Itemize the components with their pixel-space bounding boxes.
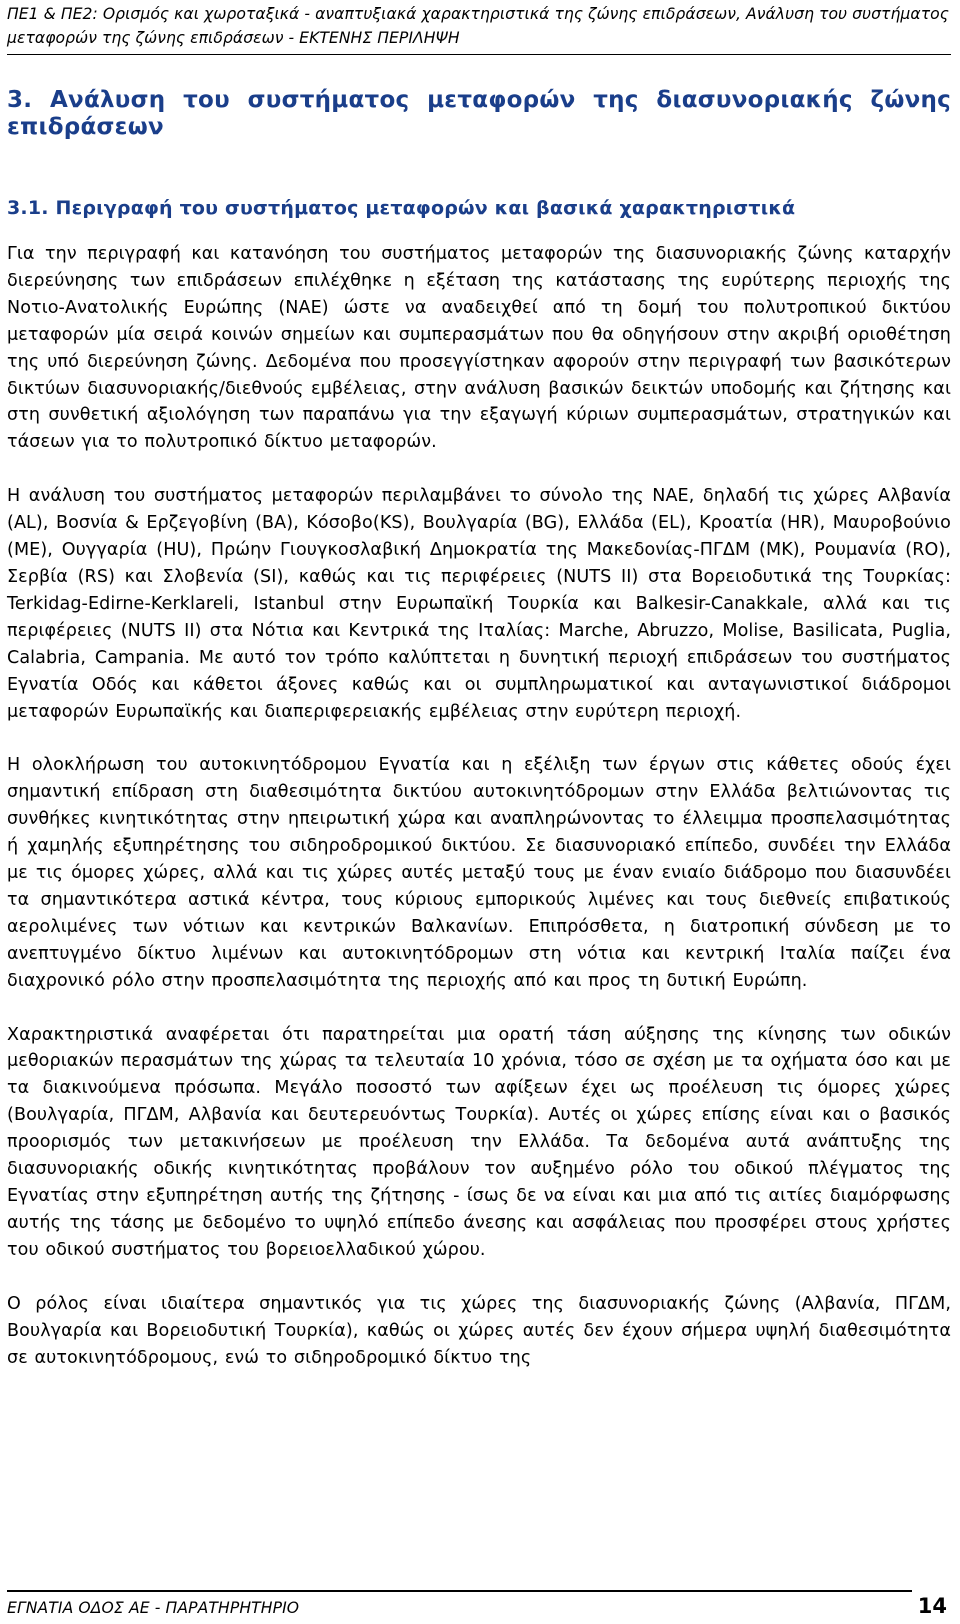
header-rule <box>7 54 951 55</box>
page-footer <box>7 1590 951 1618</box>
paragraph: Η ανάλυση του συστήματος μεταφορών περιλαμβάνει το σύνολο της ΝΑΕ, δηλαδή τις χώρες Αλβανία (AL), Βοσνία & Ερζεγοβίνη (BA), Κόσοβο(KS), Βουλγαρία (BG), Ελλάδα (EL), Κροατία (HR), Μαυροβούνιο (ME), Ουγγαρία (HU), Πρώην Γιουγκοσλαβική Δημοκρατία της Μακεδονίας-ΠΓΔΜ (MK), Ρουμανία (RO), Σερβία (RS) και Σλοβενία (SI), καθώς και τις περιφέρειες (NUTS II) στα Βορειοδυτικά της Τουρκίας: Terkidag-Edirne-Kerklareli, Istanbul στην Ευρωπαϊκή Τουρκία και Balkesir-Canakkale, αλλά και τις περιφέρειες (NUTS II) στα Νότια και Κεντρικά της Ιταλίας: Marche, Abruzzo, Molise, Basilicata, Puglia, Calabria, Campania. Με αυτό τον τρόπο καλύπτεται η δυνητική περιοχή επιδράσεων του συστήματος Εγνατία Οδός και κάθετοι άξονες καθώς και οι συμπληρωματικοί και ανταγωνιστικοί διάδρομοι μεταφορών Ευρωπαϊκής και διαπεριφερειακής εμβέλειας στην ευρύτερη περιοχή. <box>7 486 951 722</box>
section-title: 3.1. Περιγραφή του συστήματος μεταφορών και βασικά χαρακτηριστικά <box>7 197 796 219</box>
footer-text: ΕΓΝΑΤΙΑ ΟΔΟΣ ΑΕ - ΠΑΡΑΤΗΡΗΤΗΡΙΟ <box>7 1599 300 1617</box>
chapter-title: 3. Ανάλυση του συστήματος μεταφορών της διασυνοριακής ζώνης επιδράσεων <box>7 87 951 140</box>
paragraph: Ο ρόλος είναι ιδιαίτερα σημαντικός για τις χώρες της διασυνοριακής ζώνης (Αλβανία, ΠΓΔΜ, Βουλγαρία και Βορειοδυτική Τουρκία), καθώς οι χώρες αυτές δεν έχουν σήμερα υψηλή διαθεσιμότητα σε αυτοκινητόδρομους, ενώ το σιδηροδρομικό δίκτυο της <box>7 1293 951 1368</box>
paragraph: Η ολοκλήρωση του αυτοκινητόδρομου Εγνατία και η εξέλιξη των έργων στις κάθετες οδούς έχει σημαντική επίδραση στη διαθεσιμότητα δικτύου αυτοκινητόδρομων στην Ελλάδα βελτιώνοντας τις συνθήκες κινητικότητας στην ηπειρωτική χώρα και αναπληρώνοντας το έλλειμμα προσπελασιμότητας ή χαμηλής εξυπηρέτησης του σιδηροδρομικού δικτύου. Σε διασυνοριακό επίπεδο, συνδέει την Ελλάδα με τις όμορες χώρες, αλλά και τις χώρες αυτές μεταξύ τους με έναν ενιαίο διάδρομο που διασυνδέει τα σημαντικότερα αστικά κέντρα, τους κύριους εμπορικούς λιμένες και τους διεθνείς επιβατικούς αερολιμένες των νότιων και κεντρικών Βαλκανίων. Επιπρόσθετα, η διατροπική σύνδεση με το ανεπτυγμένο δίκτυο λιμένων και αυτοκινητόδρομων στη νότια και κεντρική Ιταλία παίζει ένα διαχρονικό ρόλο στην προσπελασιμότητα της περιοχής από και προς τη δυτική Ευρώπη. <box>7 755 951 991</box>
footer-rule <box>7 1590 912 1592</box>
body-text <box>7 241 951 1371</box>
paragraph: Χαρακτηριστικά αναφέρεται ότι παρατηρείται μια ορατή τάση αύξησης της κίνησης των οδικών μεθοριακών περασμάτων της χώρας τα τελευταία 10 χρόνια, τόσο σε σχέση με τα οχήματα όσο και με τα διακινούμενα πρόσωπα. Μεγάλο ποσοστό των αφίξεων έχει ως προέλευση τις όμορες χώρες (Βουλγαρία, ΠΓΔΜ, Αλβανία και δευτερευόντως Τουρκία). Αυτές οι χώρες επίσης είναι και ο βασικός προορισμός των μετακινήσεων με προέλευση την Ελλάδα. Τα δεδομένα αυτά ανάπτυξης της διασυνοριακής οδικής κινητικότητας προβάλουν τον αυξημένο ρόλο του οδικού πλέγματος της Εγνατίας στην εξυπηρέτηση αυτής της ζήτησης - ίσως δε να είναι και μια από τις αιτίες διαμόρφωσης αυτής της τάσης με δεδομένο το υψηλό επίπεδο άνεσης και ασφάλειας που προσφέρει στους χρήστες του οδικού συστήματος του βορειοελλαδικού χώρου. <box>7 1024 951 1260</box>
page-number: 14 <box>917 1594 947 1618</box>
running-header: ΠΕ1 & ΠΕ2: Ορισμός και χωροταξικά - αναπτυξιακά χαρακτηριστικά της ζώνης επιδράσεων, Ανάλυση του συστήματος μεταφορών της ζώνης επιδράσεων - ΕΚΤΕΝΗΣ ΠΕΡΙΛΗΨΗ <box>7 5 949 47</box>
document-page <box>7 0 951 1624</box>
paragraph: Για την περιγραφή και κατανόηση του συστήματος μεταφορών της διασυνοριακής ζώνης καταρχήν διερεύνησης των επιδράσεων επιλέχθηκε η εξέταση της κατάστασης της ευρύτερης περιοχής της Νοτιο-Ανατολικής Ευρώπης (ΝΑΕ) ώστε να αναδειχθεί από τη δομή του πολυτροπικού δικτύου μεταφορών μία σειρά κοινών σημείων και συμπερασμάτων που θα οδηγήσουν στην ακριβή οριοθέτηση της υπό διερεύνηση ζώνης. Δεδομένα που προσεγγίστηκαν αφορούν στην περιγραφή των βασικότερων δικτύων διασυνοριακής/διεθνούς εμβέλειας, στην ανάλυση βασικών δεικτών υποδομής και ζήτησης και στη συνθετική αξιολόγηση των παραπάνω για την εξαγωγή κύριων συμπερασμάτων, στρατηγικών και τάσεων για το πολυτροπικό δίκτυο μεταφορών. <box>7 244 951 453</box>
